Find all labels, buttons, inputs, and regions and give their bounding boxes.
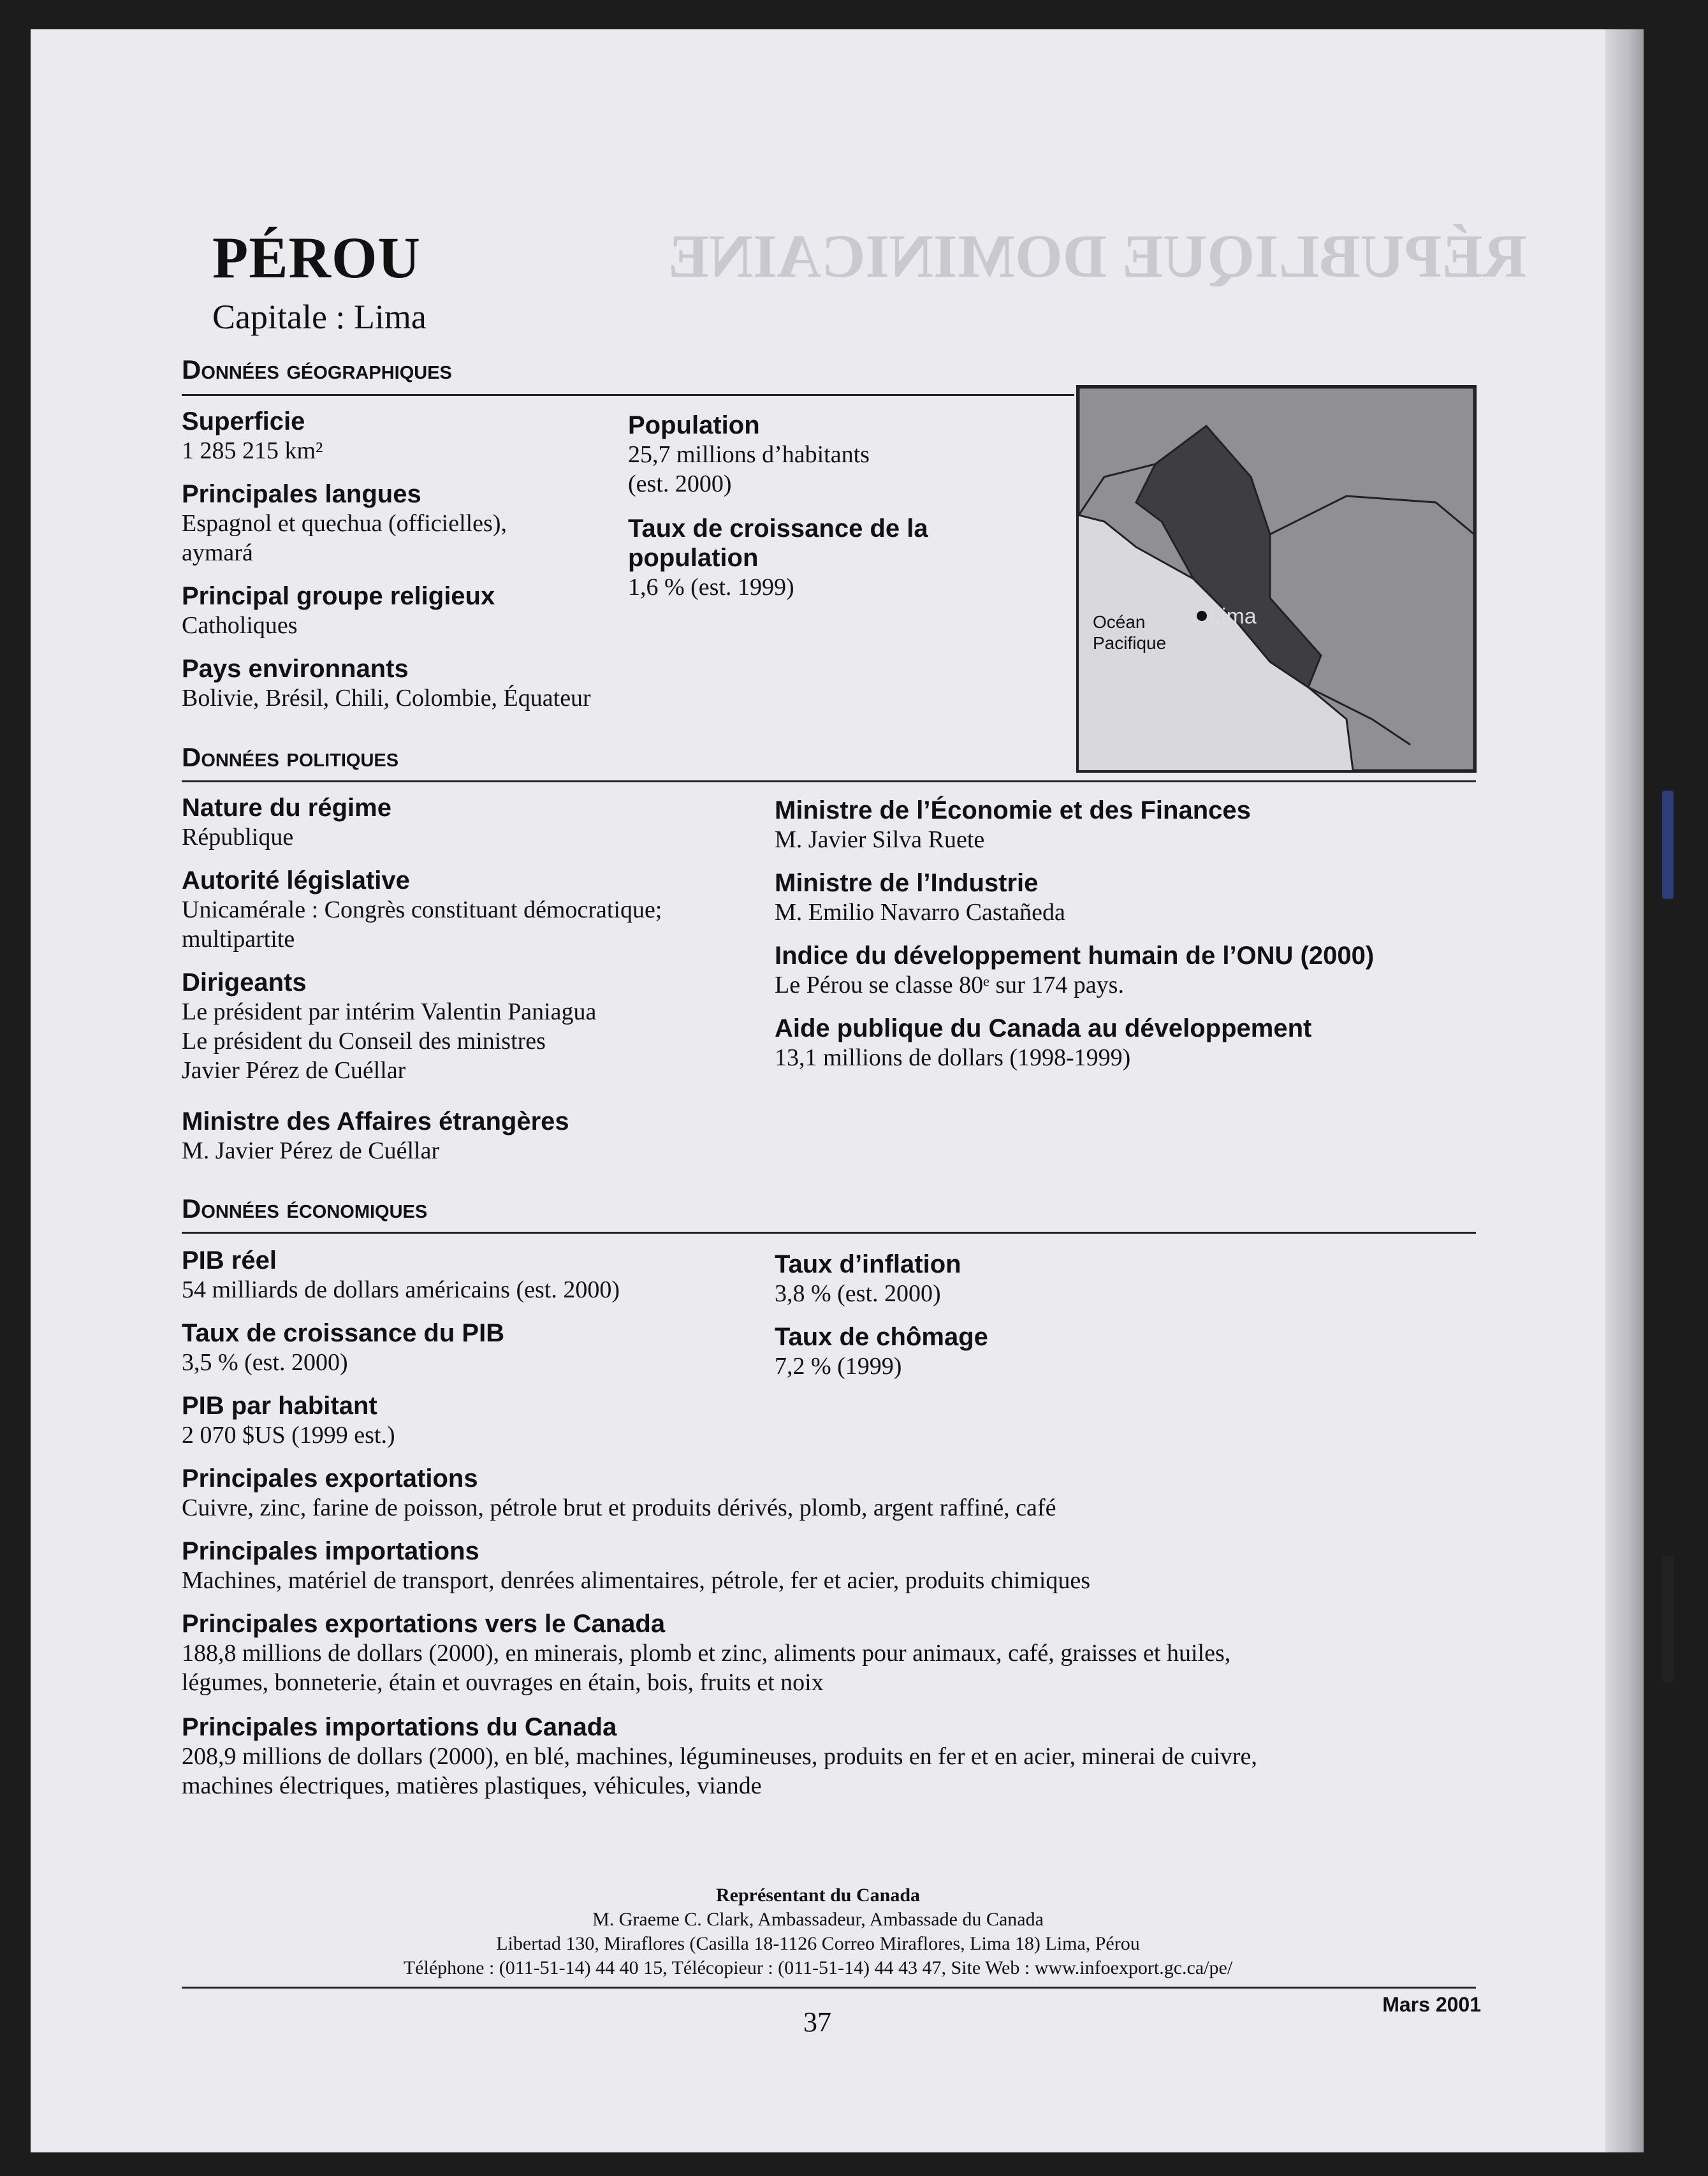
chomage-value: 7,2 % (1999) bbox=[775, 1353, 902, 1380]
autorite-value-1: Unicamérale : Congrès constituant démocratique; bbox=[182, 896, 662, 923]
dirigeants-line-2: Le président du Conseil des ministres bbox=[182, 1028, 546, 1055]
dirigeants-label: Dirigeants bbox=[182, 968, 307, 997]
industrie-value: M. Emilio Navarro Castañeda bbox=[775, 899, 1065, 926]
regime-label: Nature du régime bbox=[182, 794, 391, 822]
religion-value: Catholiques bbox=[182, 612, 298, 639]
idh-value: Le Pérou se classe 80ᵉ sur 174 pays. bbox=[775, 972, 1124, 998]
page-edge bbox=[1605, 29, 1644, 2152]
regime-value: République bbox=[182, 824, 294, 851]
dirigeants-line-1: Le président par intérim Valentin Paniagua bbox=[182, 998, 597, 1025]
exports-value: Cuivre, zinc, farine de poisson, pétrole brut et produits dérivés, plomb, argent raffiné, café bbox=[182, 1494, 1056, 1521]
croissance-label-1: Taux de croissance de la bbox=[628, 515, 928, 543]
exp-canada-value-2: légumes, bonneterie, étain et ouvrages en étain, bois, fruits et noix bbox=[182, 1669, 824, 1696]
exports-label: Principales exportations bbox=[182, 1464, 478, 1493]
index-tab-dark bbox=[1662, 1556, 1674, 1683]
pol-heading: Données politiques bbox=[182, 742, 399, 772]
geo-heading: Données géographiques bbox=[182, 354, 452, 384]
autorite-value-2: multipartite bbox=[182, 926, 295, 953]
peru-map-graphic bbox=[1079, 388, 1474, 770]
pib-hab-value: 2 070 $US (1999 est.) bbox=[182, 1422, 395, 1449]
exp-canada-value-1: 188,8 millions de dollars (2000), en minerais, plomb et zinc, aliments pour animaux, café, graisses et huiles, bbox=[182, 1640, 1231, 1667]
dirigeants-line-3: Javier Pérez de Cuéllar bbox=[182, 1057, 406, 1084]
map-city-label: Lima bbox=[1209, 604, 1257, 629]
footer-rule bbox=[182, 1987, 1476, 1989]
index-tab-blue bbox=[1662, 791, 1674, 899]
page-number: 37 bbox=[803, 2006, 831, 2038]
religion-label: Principal groupe religieux bbox=[182, 582, 495, 610]
geo-rule bbox=[182, 394, 1074, 396]
imports-label: Principales importations bbox=[182, 1537, 479, 1565]
population-value-1: 25,7 millions d’habitants bbox=[628, 441, 870, 468]
superficie-value: 1 285 215 km² bbox=[182, 437, 323, 464]
idh-label: Indice du développement humain de l’ONU (2000) bbox=[775, 942, 1375, 970]
langues-value-2: aymará bbox=[182, 539, 253, 566]
rep-label: Représentant du Canada bbox=[715, 1885, 921, 1906]
croissance-value: 1,6 % (est. 1999) bbox=[628, 574, 794, 601]
croissance-pib-value: 3,5 % (est. 2000) bbox=[182, 1349, 348, 1376]
pib-value: 54 milliards de dollars américains (est. 2000) bbox=[182, 1276, 620, 1303]
affaires-label: Ministre des Affaires étrangères bbox=[182, 1107, 569, 1135]
croissance-pib-label: Taux de croissance du PIB bbox=[182, 1319, 505, 1347]
economie-label: Ministre de l’Économie et des Finances bbox=[775, 796, 1251, 824]
eco-heading: Données économiques bbox=[182, 1194, 428, 1223]
aide-label: Aide publique du Canada au développement bbox=[775, 1014, 1312, 1042]
eco-rule bbox=[182, 1232, 1476, 1234]
pays-label: Pays environnants bbox=[182, 655, 409, 683]
industrie-label: Ministre de l’Industrie bbox=[775, 869, 1039, 897]
lima-dot bbox=[1197, 611, 1207, 621]
footer-date: Mars 2001 bbox=[1382, 1993, 1481, 2016]
capital-subtitle: Capitale : Lima bbox=[212, 298, 427, 336]
peru-map bbox=[1076, 385, 1477, 773]
rep-line-1: M. Graeme C. Clark, Ambassadeur, Ambassade du Canada bbox=[592, 1909, 1044, 1930]
pib-label: PIB réel bbox=[182, 1246, 277, 1274]
page-title: PÉROU bbox=[212, 225, 421, 290]
chomage-label: Taux de chômage bbox=[775, 1323, 988, 1351]
rep-line-2: Libertad 130, Miraflores (Casilla 18-1126 Correo Miraflores, Lima 18) Lima, Pérou bbox=[496, 1933, 1140, 1954]
bleed-through-heading: RÉPUBLIQUE DOMINICAINE bbox=[668, 222, 1527, 290]
imports-value: Machines, matériel de transport, denrées alimentaires, pétrole, fer et acier, produits chimiques bbox=[182, 1567, 1091, 1594]
document-page bbox=[31, 29, 1605, 2152]
langues-value-1: Espagnol et quechua (officielles), bbox=[182, 510, 507, 537]
imp-canada-value-2: machines électriques, matières plastiques, véhicules, viande bbox=[182, 1772, 762, 1799]
population-value-2: (est. 2000) bbox=[628, 471, 732, 497]
croissance-label-2: population bbox=[628, 544, 759, 572]
autorite-label: Autorité législative bbox=[182, 866, 410, 894]
superficie-label: Superficie bbox=[182, 407, 305, 435]
map-ocean-label-1: Océan bbox=[1093, 612, 1146, 632]
pib-hab-label: PIB par habitant bbox=[182, 1392, 377, 1420]
langues-label: Principales langues bbox=[182, 480, 421, 508]
exp-canada-label: Principales exportations vers le Canada bbox=[182, 1610, 666, 1638]
pays-value: Bolivie, Brésil, Chili, Colombie, Équateur bbox=[182, 685, 591, 712]
inflation-label: Taux d’inflation bbox=[775, 1250, 961, 1278]
inflation-value: 3,8 % (est. 2000) bbox=[775, 1280, 941, 1307]
aide-value: 13,1 millions de dollars (1998-1999) bbox=[775, 1044, 1131, 1071]
economie-value: M. Javier Silva Ruete bbox=[775, 826, 985, 853]
imp-canada-value-1: 208,9 millions de dollars (2000), en blé, machines, légumineuses, produits en fer et en acier, minerai de cuivre, bbox=[182, 1743, 1257, 1770]
map-ocean-label-2: Pacifique bbox=[1093, 633, 1167, 653]
rep-line-3: Téléphone : (011-51-14) 44 40 15, Télécopieur : (011-51-14) 44 43 47, Site Web : www.infoexport.gc.ca/pe/ bbox=[403, 1957, 1233, 1978]
pol-rule bbox=[182, 780, 1476, 782]
affaires-value: M. Javier Pérez de Cuéllar bbox=[182, 1137, 440, 1164]
population-label: Population bbox=[628, 411, 760, 439]
imp-canada-label: Principales importations du Canada bbox=[182, 1713, 617, 1741]
